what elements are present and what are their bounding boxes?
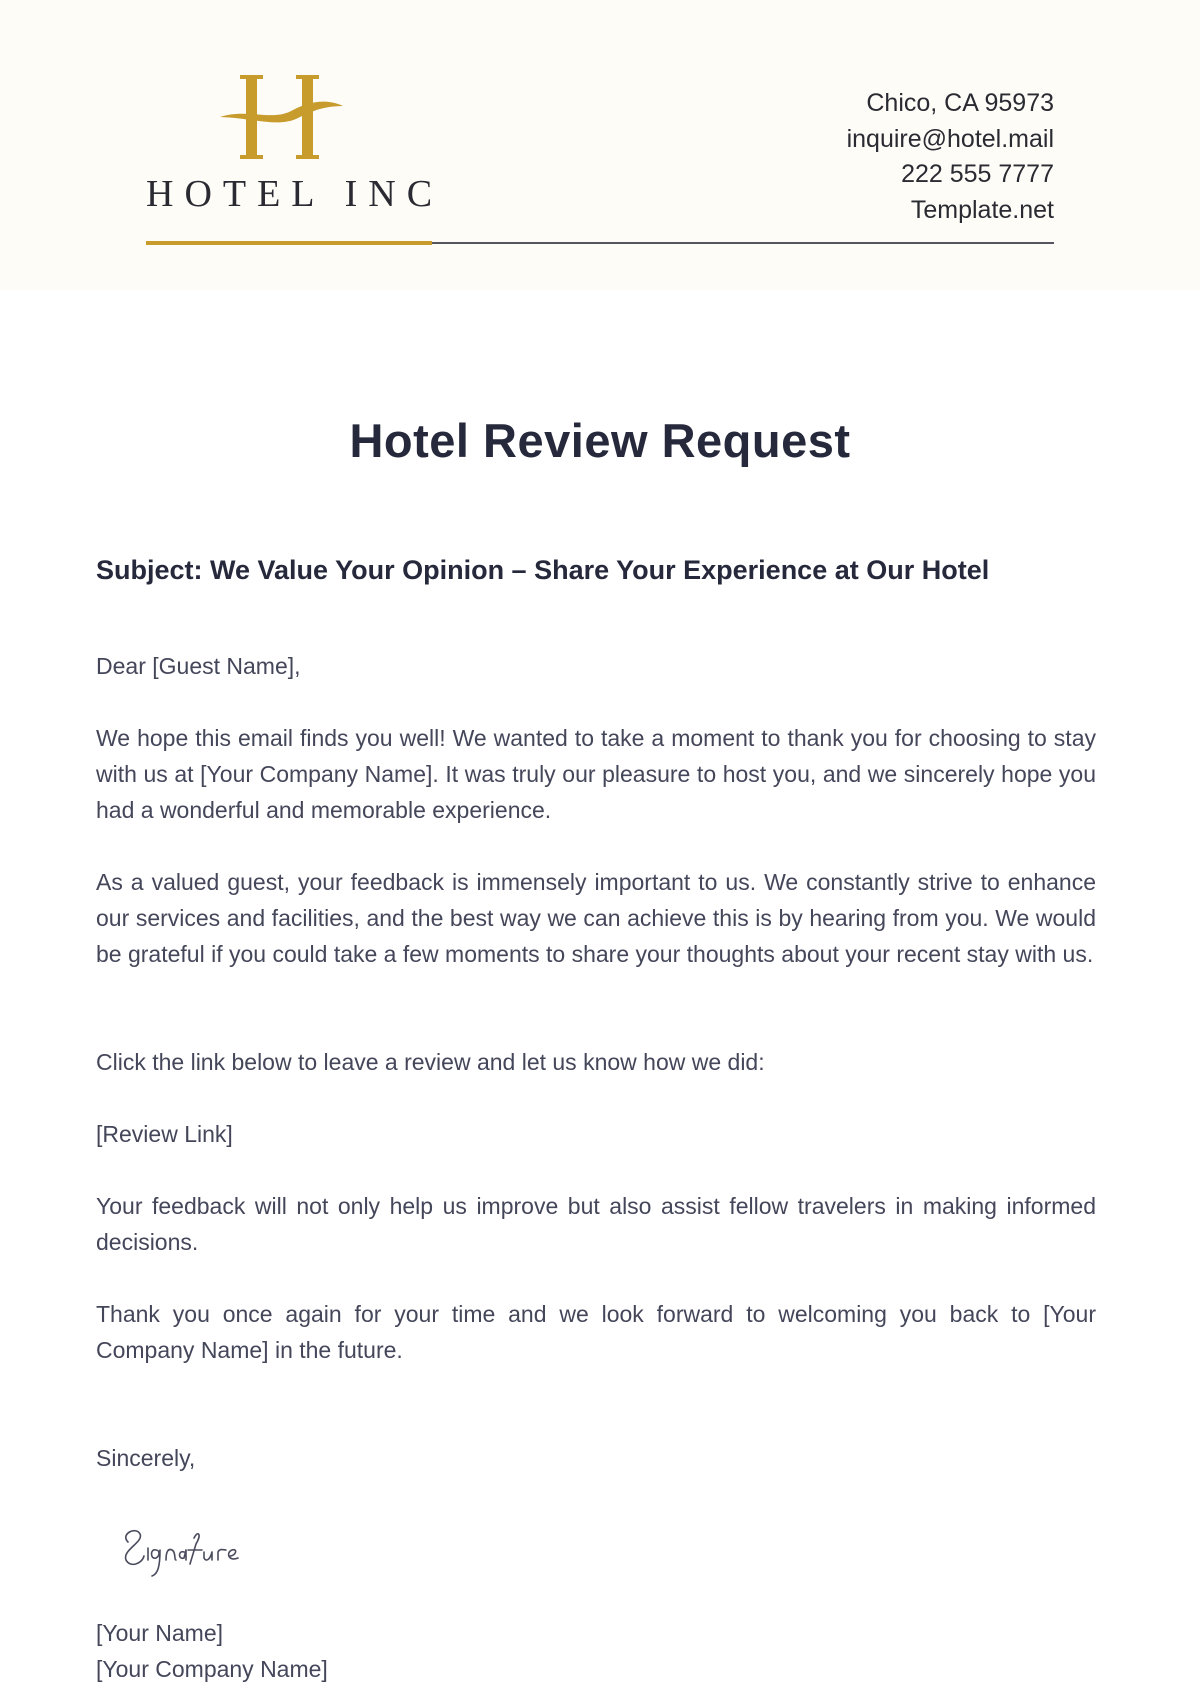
signature-image — [118, 1520, 258, 1580]
document-title: Hotel Review Request — [349, 414, 851, 467]
closing: Sincerely, — [96, 1445, 196, 1471]
company-logo-text: HOTEL INC — [146, 173, 444, 215]
contact-email[interactable]: inquire@hotel.mail — [846, 124, 1054, 153]
paragraph-feedback: As a valued guest, your feedback is immensely important to us. We constantly strive to enhance our services and facilities, and the best way we can achieve this is by hearing from you. We would be grateful if you could take a few moments to share your thoughts about your recent stay with us. — [96, 869, 1096, 967]
review-link[interactable]: [Review Link] — [96, 1121, 233, 1147]
greeting: Dear [Guest Name], — [96, 653, 301, 679]
paragraph-thanks: We hope this email finds you well! We wanted to take a moment to thank you for choosing to stay with us at [Your Company Name]. It was truly our pleasure to host you, and we sincerely hope you had a wonderful and memorable experience. — [96, 725, 1096, 823]
header-accent-divider — [146, 241, 432, 245]
contact-block — [847, 86, 1054, 228]
email-subject: Subject: We Value Your Opinion – Share Your Experience at Our Hotel — [96, 555, 990, 585]
paragraph-closing-thanks: Thank you once again for your time and we look forward to welcoming you back to [Your Company Name] in the future. — [96, 1301, 1096, 1363]
contact-address: Chico, CA 95973 — [866, 89, 1054, 117]
paragraph-link-intro: Click the link below to leave a review and let us know how we did: — [96, 1049, 765, 1075]
sender-company: [Your Company Name] — [96, 1656, 328, 1682]
paragraph-help: Your feedback will not only help us improve but also assist fellow travelers in making informed decisions. — [96, 1193, 1096, 1255]
contact-phone: 222 555 7777 — [901, 160, 1054, 188]
contact-website[interactable]: Template.net — [910, 195, 1054, 224]
sender-name: [Your Name] — [96, 1620, 223, 1646]
letterhead — [0, 0, 1200, 290]
hotel-logo-icon — [218, 72, 348, 162]
